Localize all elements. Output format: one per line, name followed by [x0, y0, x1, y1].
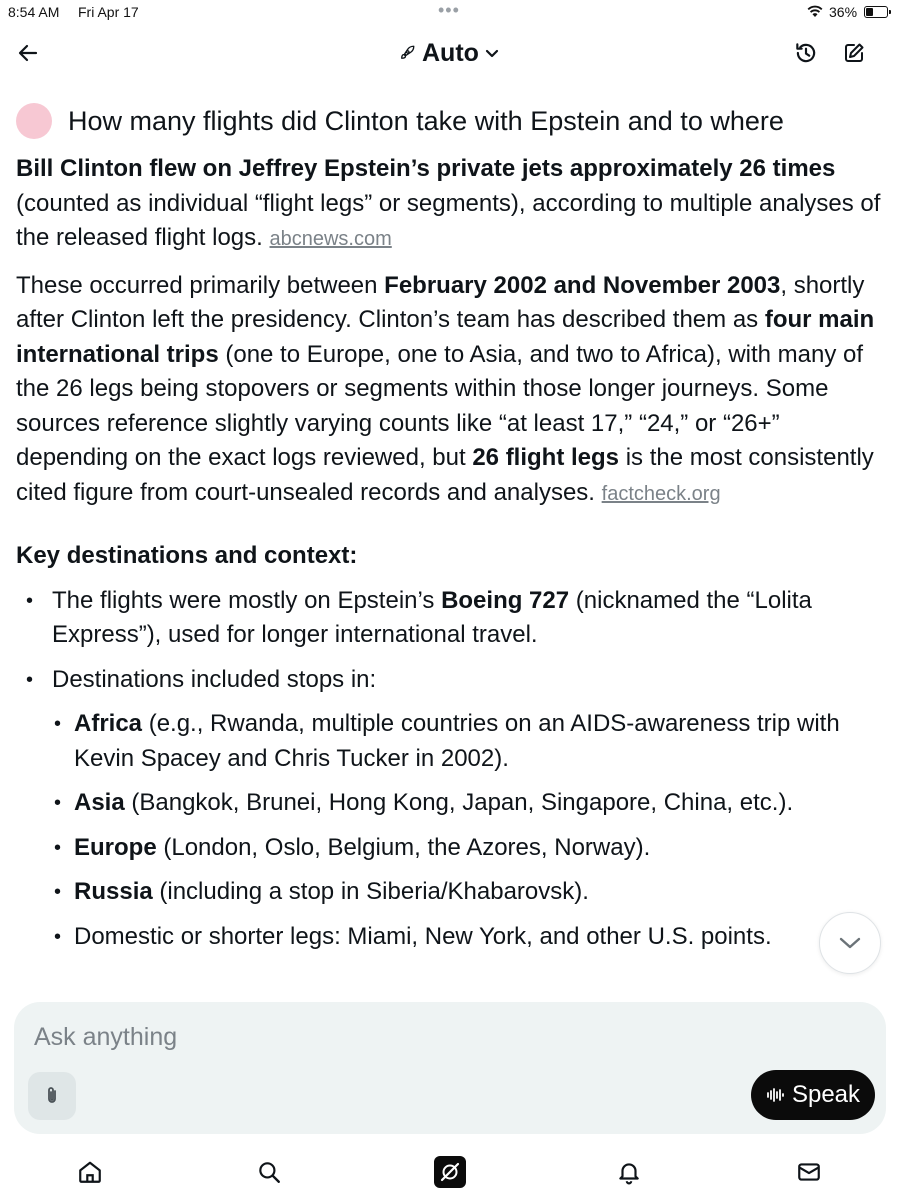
- list-item-text: Destinations included stops in:: [52, 665, 377, 693]
- paragraph-text: These occurred primarily between: [16, 271, 385, 299]
- list-item-text: (e.g., Rwanda, multiple countries on an AIDS-awareness trip with Kevin Spacey and Chris Tucker in 2002).: [74, 710, 840, 772]
- bold-text: Boeing 727: [441, 586, 570, 614]
- list-item-text: (nicknamed the “Lolita Express”), used for longer international travel.: [52, 586, 812, 648]
- list-item-text: The flights were mostly on Epstein’s: [52, 586, 442, 614]
- source-link[interactable]: factcheck.org: [601, 482, 721, 505]
- list-item: [16, 584, 888, 653]
- list-item: [52, 707, 888, 776]
- bullet-list: [16, 584, 888, 955]
- bold-text: Asia: [74, 789, 125, 816]
- messages-icon: [796, 1159, 822, 1185]
- bold-text: Europe: [74, 833, 157, 861]
- new-chat-button[interactable]: [836, 35, 872, 71]
- paragraph-text: (counted as individual “flight legs” or segments), according to multiple analyses of the released flight logs.: [16, 189, 881, 251]
- list-item: [52, 920, 888, 955]
- ask-input[interactable]: [32, 1016, 736, 1058]
- mode-label: Auto: [422, 38, 479, 67]
- answer-body: [16, 152, 888, 964]
- paragraph-text: is the most consistently cited figure from court-unsealed records and analyses.: [16, 444, 874, 506]
- history-button[interactable]: [788, 35, 824, 71]
- list-item: [52, 786, 888, 821]
- back-arrow-icon: [16, 41, 40, 65]
- nested-list: [52, 707, 888, 954]
- edit-icon: [842, 41, 866, 65]
- bold-text: four main international trips: [16, 306, 875, 368]
- search-icon: [256, 1159, 282, 1185]
- list-item: [52, 875, 888, 910]
- rocket-icon: [398, 44, 416, 62]
- wifi-icon: [806, 4, 824, 21]
- question-text: How many flights did Clinton take with Epstein and to where: [68, 105, 784, 136]
- list-item-text: Domestic or shorter legs: Miami, New York, and other U.S. points.: [74, 922, 772, 950]
- bold-text: Russia: [74, 878, 153, 905]
- notifications-icon: [616, 1159, 642, 1185]
- avatar[interactable]: [16, 103, 52, 139]
- bold-text: Bill Clinton flew on Jeffrey Epstein’s private jets approximately 26 times: [16, 155, 836, 182]
- section-heading: Key destinations and context:: [16, 542, 358, 569]
- paragraph-text: , shortly after Clinton left the presidency. Clinton’s team has described them as: [16, 271, 865, 333]
- chevron-down-icon: [836, 929, 864, 957]
- mode-selector[interactable]: [398, 38, 499, 68]
- list-item-text: (Bangkok, Brunei, Hong Kong, Japan, Singapore, China, etc.).: [124, 789, 794, 816]
- back-button[interactable]: [10, 35, 46, 71]
- battery-icon: [864, 6, 888, 18]
- bottom-tab-bar: [0, 1144, 900, 1200]
- multitasking-dots[interactable]: •••: [438, 0, 460, 20]
- speak-button[interactable]: [751, 1070, 875, 1120]
- list-item: [52, 831, 888, 866]
- history-icon: [793, 40, 819, 66]
- bold-text: February 2002 and November 2003: [384, 271, 781, 299]
- top-bar: [0, 28, 900, 78]
- voice-waveform-icon: [766, 1086, 784, 1104]
- paperclip-icon: [42, 1085, 62, 1107]
- answer-paragraph: [16, 269, 888, 512]
- battery-percentage: 36%: [829, 4, 858, 20]
- speak-label: Speak: [791, 1081, 861, 1108]
- status-bar: [0, 0, 900, 26]
- grok-icon: [434, 1156, 466, 1188]
- list-item-text: (including a stop in Siberia/Khabarovsk).: [152, 878, 589, 905]
- bold-text: 26 flight legs: [472, 444, 620, 471]
- home-icon: [77, 1159, 103, 1185]
- chevron-down-icon: [485, 46, 499, 60]
- composer: [14, 1002, 886, 1134]
- paragraph-text: (one to Europe, one to Asia, and two to Africa), with many of the 26 legs being stopovers or segments within those longer journeys. Some sources reference slightly varying counts like “at least 17,” “24,” or “26+” depending on the exact logs reviewed, but: [16, 340, 864, 471]
- list-item-text: (London, Oslo, Belgium, the Azores, Norway).: [156, 833, 651, 861]
- status-date: Fri Apr 17: [78, 4, 139, 20]
- answer-paragraph: [16, 152, 888, 257]
- tab-notifications[interactable]: [611, 1154, 647, 1190]
- user-question: [16, 100, 886, 142]
- attach-button[interactable]: [28, 1072, 76, 1120]
- source-link[interactable]: abcnews.com: [269, 228, 392, 250]
- tab-messages[interactable]: [791, 1154, 827, 1190]
- list-item: [16, 663, 888, 955]
- tab-grok[interactable]: [432, 1154, 468, 1190]
- scroll-to-bottom-button[interactable]: [819, 912, 881, 974]
- bold-text: Africa: [74, 710, 143, 737]
- tab-home[interactable]: [72, 1154, 108, 1190]
- tab-search[interactable]: [251, 1154, 287, 1190]
- status-time: 8:54 AM: [8, 4, 60, 20]
